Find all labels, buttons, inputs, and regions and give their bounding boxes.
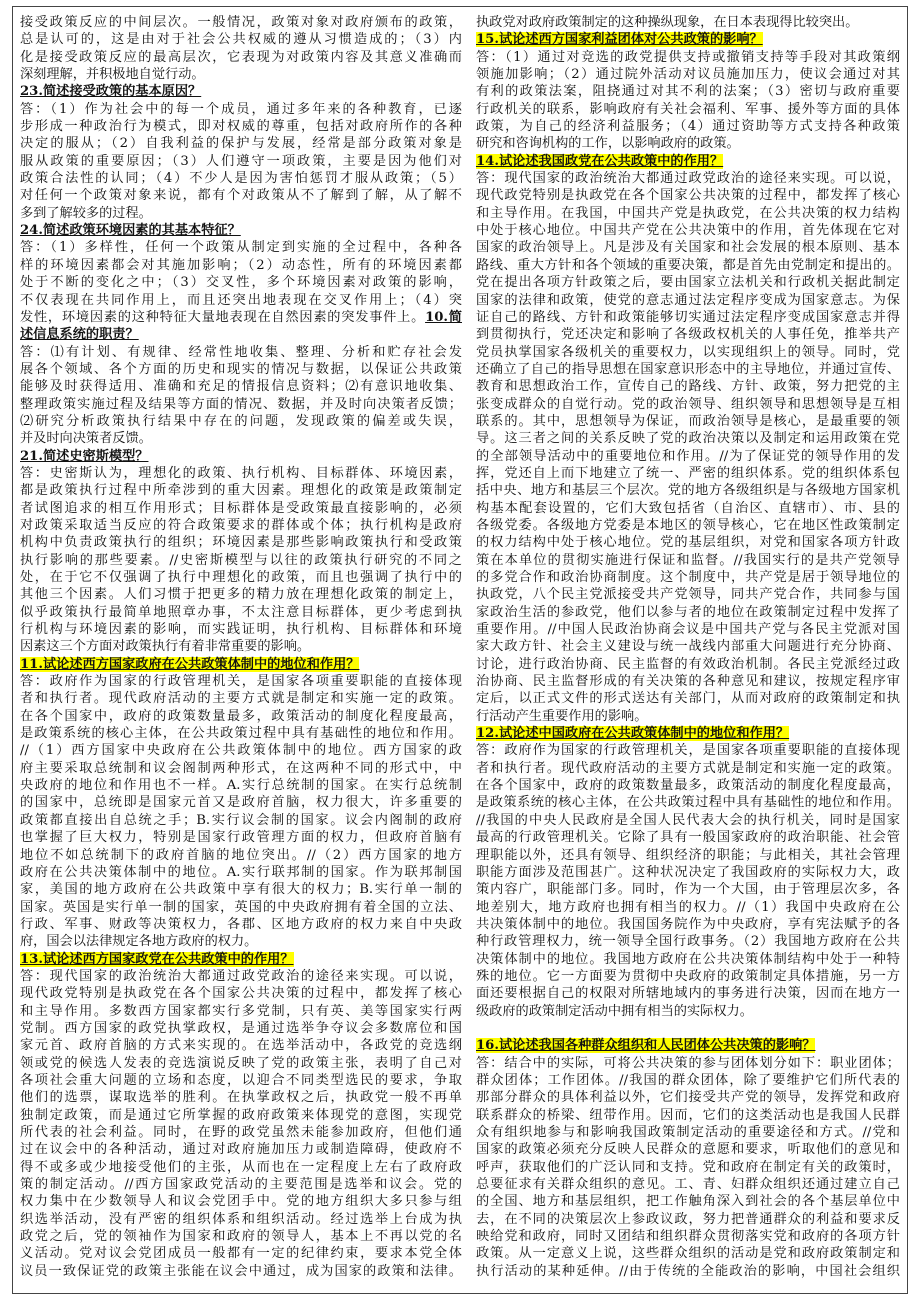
question-heading — [20, 83, 462, 100]
text-line: 证自己的路线、方针和政策能够切实通过法定程序变成国家意志并得 — [476, 309, 900, 325]
text-line: 机构中负责政策执行的组织；环境因素是那些影响政策执行和受政策 — [20, 535, 462, 551]
text-line: 那部分群众的具体利益以外，它们接受共产党的领导，发挥党和政府 — [476, 1090, 900, 1106]
question-heading-text: 述信息系统的职责？ — [20, 327, 139, 343]
text-line: 行政、军事、财政等决策权力，各郡、区地方政府的权力来自中央政 — [20, 916, 462, 932]
text-line: 答：结合中的实际，可将公共决策的参与团体划分如下：职业团体； — [476, 1055, 900, 1071]
text-line: 能够及时获得适用、准确和充足的情报信息资料；⑵有意识地收集、 — [20, 379, 462, 395]
text-line: 导。这三者之间的关系反映了党的政治决策以及制定和运用政策在党 — [476, 431, 900, 447]
text-line: 对任何一个政策对象来说，都有个对政策从不了解到了解，从了解不 — [20, 188, 462, 204]
text-line: 央政府的地位和作用也不一样。A.实行总统制的国家。在实行总统制 — [20, 778, 462, 794]
text-line: 答：（1）通过对竞选的政党提供支持或撤销支持等手段对其政策纲 — [476, 49, 900, 65]
text-line: 行机构与环境因素的影响，而实践证明，执行机构、目标群体和环境 — [20, 622, 462, 638]
text-line: 其他三个因素。人们习惯于把更多的精力放在理想化政策的制定上， — [20, 587, 462, 603]
text-line: 定后，以正式文件的形式送达有关部门，从而对政府的政策制定和执 — [476, 691, 900, 707]
text-line: 是政策系统的核心主体，在公共政策过程中具有基础性的地位和作用。 — [476, 795, 900, 811]
text-line: 和主导作用。多数西方国家都实行多党制，只有英、美等国家实行两 — [20, 1003, 462, 1019]
text-line: 还确立了自己的指导思想在国家意识形态中的主导地位，并通过宣传、 — [476, 361, 900, 377]
text-line: 策在本单位的贯彻实施进行保证和监督。//我国实行的是共产党领导 — [476, 552, 900, 568]
text-line: 种行政管理权力，统一领导全国行政事务。（2）我国地方政府在公共 — [476, 934, 900, 950]
text-line: 政策合法性的认同；（4）不少人是因为害怕惩罚才服从政策；（5） — [20, 171, 462, 187]
text-line: ⑵研究分析政策执行结果中存在的问题，发现政策的偏差或失误， — [20, 413, 462, 429]
text-line: 家，美国的地方政府在公共政策中享有很大的权力；B.实行单一制的 — [20, 882, 462, 898]
text-line: 样的环境因素都会对其施加影响；（2）动态性，所有的环境因素都 — [20, 257, 462, 273]
text-line: 党制。西方国家的政党执掌政权，是通过选举争夺议会多数席位和国 — [20, 1020, 462, 1036]
text-line: 在各个国家中，政府的政策数量最多，政策活动的制度化程度最高， — [476, 778, 900, 794]
text-line: 家大政方针、社会主义建设与统一战线内部重大问题进行充分协商、 — [476, 639, 900, 655]
text-line: 者和执行者。现代政府活动的主要方式就是制定和实施一定的政策。 — [20, 691, 462, 707]
text-line: 答：现代国家的政治统治大都通过政党政治的途径来实现。可以说， — [476, 171, 900, 187]
text-line: 都是政策执行过程中所牵涉到的重大因素。理想化的政策是政策制定 — [20, 483, 462, 499]
text-line: 策的制定活动。//西方国家政党活动的主要范围是选举和议会。党的 — [20, 1177, 462, 1193]
text-line: 决策体制中的地位。我国地方政府在公共决策体制结构中处于一种特 — [476, 951, 900, 967]
text-line: 各级党委。各级地方党委是本地区的领导核心，它在地区性政策制定 — [476, 517, 900, 533]
question-heading-text: 15.试论述西方国家利益团体对公共政策的影响？ — [476, 32, 763, 48]
text-line: 最高的行政管理机关。它除了具有一般国家政府的政治职能、社会管 — [476, 830, 900, 846]
text-line: 执政党，八个民主党派接受共产党领导，同共产党合作，共同参与国 — [476, 587, 900, 603]
text-line: 路线、重大方针和各个领域的重要决策，都是首先由党制定和提出的。 — [476, 257, 900, 273]
text-line: 众有组织地参与和影响我国政策制定活动的重要途径和方式。//党和 — [476, 1125, 900, 1140]
text-line: 政策都直接出自总统之手；B.实行议会制的国家。议会内阁制的政府 — [20, 812, 462, 828]
question-heading — [476, 725, 900, 742]
text-line: 去，在不同的决策层次上参政议政，努力把普通群众的利益和要求反 — [476, 1211, 900, 1227]
right-column — [476, 14, 900, 1280]
text-line: 答：政府作为国家的行政管理机关，是国家各项重要职能的直接体现 — [476, 743, 900, 759]
text-line: 映给党和政府，同时又团结和组织群众贯彻落实党和政府的各项方针 — [476, 1229, 900, 1245]
question-heading-text: 10.简 — [425, 309, 462, 325]
text-line: 教育和思想政治工作，宣传自己的路线、方针、政策，努力把党的主 — [476, 379, 900, 395]
question-heading — [20, 656, 462, 673]
text-line: 展各个领域、各个方面的历史和现实的情况与数据，以保证公共政策 — [20, 361, 462, 377]
text-line: 答：⑴有计划、有规律、经常性地收集、整理、分析和贮存社会发 — [20, 344, 462, 360]
question-heading — [476, 31, 900, 48]
text-line: 地差别大，地方政府也拥有相当的权力。//（1）我国中央政府在公 — [476, 899, 900, 915]
question-heading — [476, 1037, 900, 1054]
question-heading-text: 21.简述史密斯模型？ — [20, 448, 149, 464]
text-line: 群众团体；工作团体。//我国的群众团体，除了要维护它们所代表的 — [476, 1072, 900, 1088]
text-line: 答：政府作为国家的行政管理机关，是国家各项重要职能的直接体现 — [20, 674, 462, 690]
text-line: 总要征求有关群众组织的意见。工、青、妇群众组织还通过建立自己 — [476, 1177, 900, 1193]
text-line: 挥，党还自上而下地建立了统一、严密的组织体系。党的组织体系包 — [476, 465, 900, 481]
text-line: 行活动产生重要作用的影响。 — [476, 708, 648, 724]
text-line: 的多党合作和政治协商制度。这个制度中，共产党是居于领导地位的 — [476, 570, 900, 585]
text-line: 者试图追求的相互作用形式；目标群体是受政策最直接影响的，必须 — [20, 500, 462, 516]
text-line — [20, 309, 462, 326]
text-line: 在各个国家中，政府的政策数量最多，政策活动的制度化程度最高， — [20, 708, 462, 724]
text-line: 治协商、民主监督形成的有关决策的各种意见和建议，按规定程序审 — [476, 674, 900, 690]
text-line: 不仅表现在共同作用上，而且还突出地表现在交叉作用上；（4）突 — [20, 292, 462, 308]
text-line: 政府在公共决策体制中的地位。A.实行联邦制的国家。作为联邦制国 — [20, 864, 462, 880]
text-line: 义活动。党对议会党团成员一般都有一定的纪律约束，要求本党全体 — [20, 1246, 462, 1262]
text-line: 所代表的社会利益。同时，在野的政党虽然未能参加政府，但他们通 — [20, 1125, 462, 1140]
text-line: 国家的政治领导上。凡是涉及有关国家和社会发展的根本原则、基本 — [476, 240, 900, 256]
text-line: 总是认可的，这是由对于社会公共权威的遵从习惯造成的；（3）内 — [20, 32, 462, 48]
text-line: 重要作用。//中国人民政治协商会议是中国共产党与各民主党派对国 — [476, 622, 900, 638]
text-segment: 发性，环境因素的这种特征大量地表现在自然因素的突发事件上。 — [20, 309, 426, 325]
text-line: 领或党的候选人发表的竞选演说反映了党的政策主张，表明了自己对 — [20, 1055, 462, 1071]
text-line: 的全部领导活动中的重要地位和作用。//为了保证党的领导作用的发 — [476, 448, 900, 464]
text-line: 深刻理解，并积极地自觉行动。 — [20, 67, 205, 83]
text-line: 国家的政策必须充分反映人民群众的意愿和要求，听取他们的意见和 — [476, 1142, 900, 1158]
question-heading-text: 11.试论述西方国家政府在公共政策体制中的地位和作用？ — [20, 656, 360, 672]
text-line: 家政治生活的参政党，他们以参与者的地位在政策制定过程中发挥了 — [476, 604, 900, 620]
question-heading — [20, 326, 462, 343]
text-line: 政党之后，党的领袖作为国家和政府的领导人，基本上不再以党的名 — [20, 1229, 462, 1245]
text-line: 的权力结构中处于核心地位。党的基层组织，对党和国家各项方针政 — [476, 535, 900, 551]
text-line: 的国家中，总统即是国家元首又是政府首脑，权力很大，许多重要的 — [20, 795, 462, 811]
text-line: 处，在于它不仅强调了执行中理想化的政策，而且也强调了执行中的 — [20, 570, 462, 585]
text-line: //我国的中央人民政府是全国人民代表大会的执行机关，同时是国家 — [476, 812, 900, 828]
text-line: 联系群众的桥梁、纽带作用。因而，它们的这类活动也是我国人民群 — [476, 1107, 900, 1123]
question-heading — [476, 153, 900, 170]
text-line: 执行影响的那些要素。//史密斯模型与以往的政策执行研究的不同之 — [20, 552, 462, 568]
text-line: 和主导作用。在我国，中国共产党是执政党，在公共决策的权力结构 — [476, 205, 900, 221]
text-line: 执政党对政府政策制定的这种操纵现象，在日本表现得比较突出。 — [476, 15, 859, 30]
left-column — [20, 14, 462, 1280]
text-line: 各项社会重大问题的立场和态度，以迎合不同类型选民的要求，争取 — [20, 1072, 462, 1088]
question-heading-text: 12.试论述中国政府在公共政策体制中的地位和作用？ — [476, 726, 790, 742]
text-line: 面还要根据自己的权限对所辖地域内的事务进行决策，因而在地方一 — [476, 986, 900, 1002]
text-line: 现代政党特别是执政党在各个国家公共决策的过程中，都发挥了核心 — [20, 986, 462, 1002]
text-line: //（1）西方国家中央政府在公共政策体制中的地位。西方国家的政 — [20, 743, 462, 759]
text-line: 议员一致保证党的政策主张能在议会中通过，成为国家的政策和法律。 — [20, 1263, 462, 1279]
text-line: 接受政策反应的中间层次。一般情况，政策对象对政府颁布的政策， — [20, 15, 462, 30]
text-line: 也掌握了巨大权力，特别是国家行政管理方面的权力，但政府首脑有 — [20, 830, 462, 846]
question-heading — [20, 448, 462, 465]
text-line: 答：（1）多样性，任何一个政策从制定到实施的全过程中，各种各 — [20, 240, 462, 256]
text-line: 国家的法律和政策，使党的意志通过法定程序变成为国家意志。为保 — [476, 292, 900, 308]
text-line: 殊的地位。它一方面要为贯彻中央政府的政策制定具体措施，另一方 — [476, 968, 900, 984]
text-line: 权力集中在少数领导人和议会党团手中。党的地方组织大多只参与组 — [20, 1194, 462, 1210]
text-line: 得不或多或少地接受他们的主张，从而也在一定程度上左右了政府政 — [20, 1159, 462, 1175]
text-line: 独制定政策，而是通过它所掌握的政府政策来体现党的意图，实现党 — [20, 1107, 462, 1123]
question-heading-text: 16.试论述我国各种群众组织和人民团体公共决策的影响？ — [476, 1038, 816, 1054]
text-line: 处于不断的变化之中；（3）交叉性，多个环境因素对政策的影响， — [20, 275, 462, 291]
text-line: 整理政策实施过程及结果等方面的情况、数据，并及时向决策者反馈； — [20, 396, 462, 412]
question-heading-text: 23.简述接受政策的基本原因？ — [20, 84, 202, 100]
text-line: 级政府的政策制定活动中拥有相当的实际权力。 — [476, 1003, 753, 1019]
question-heading-text: 13.试论述西方国家政党在公共政策中的作用？ — [20, 951, 294, 967]
question-heading-text: 24.简述政策环境因素的其基本特征？ — [20, 223, 241, 239]
text-line: 多到了解较多的过程。 — [20, 205, 152, 221]
text-line: 呼声，获取他们的广泛认同和支持。党和政府在制定有关的政策时， — [476, 1159, 900, 1175]
text-line: 理职能以外，还具有领导、组织经济的职能；与此相关，其社会管理 — [476, 847, 900, 863]
text-line: 的全国、地方和基层组织，把工作触角深入到社会的各个基层单位中 — [476, 1194, 900, 1210]
text-line: 府，国会以法律规定各地方政府的权力。 — [20, 934, 258, 950]
text-line: 职能方面涉及范围甚广。这种状况决定了我国政府的实际权力大，政 — [476, 864, 900, 880]
text-line: 研究和咨询机构的工作，以影响政府的政策。 — [476, 136, 740, 152]
text-line: 政策。从一定意义上说，这些群众组织的活动是党和政府政策制定和 — [476, 1246, 900, 1262]
text-line: 并及时向决策者反馈。 — [20, 431, 152, 447]
text-line: 家元首、政府首脑的方式来实现的。在选举活动中，各政党的竞选纲 — [20, 1038, 462, 1054]
text-line: 构基本配套设置的，它们大致包括省（自治区、直辖市）、市、县的 — [476, 500, 900, 516]
text-line: 答：现代国家的政治统治大都通过政党政治的途径来实现。可以说， — [20, 968, 462, 984]
text-line: 策内容广，职能部门多。同时，作为一个大国，由于管理层次多，各 — [476, 882, 900, 898]
text-line: 党员执掌国家各级机关的重要权力，以实现组织上的领导。同时，党 — [476, 344, 900, 360]
text-line: 答：史密斯认为，理想化的政策、执行机构、目标群体、环境因素， — [20, 465, 462, 481]
question-heading — [20, 951, 462, 968]
text-line: 步形成一种政治行为模式，即对权威的尊重，包括对政府所作的各种 — [20, 119, 462, 135]
blank-line — [476, 1020, 900, 1037]
text-line: 织选举活动，没有严密的组织体系和组织活动。经过选举上台成为执 — [20, 1211, 462, 1227]
text-line: 似乎政策执行最简单地照章办事，不太注意目标群体，更少考虑到执 — [20, 604, 462, 620]
text-line: 因素这三个方面对政策执行有着非常重要的影响。 — [20, 639, 311, 655]
text-line: 对政策采取适当反应的符合政策要求的群体或个体；执行机构是政府 — [20, 517, 462, 533]
text-line: 联系的。其中，思想领导为保证，而政治领导是核心，是最重要的领 — [476, 413, 900, 429]
text-line: 答：（1）作为社会中的每一个成员，通过多年来的各种教育，已逐 — [20, 101, 462, 117]
text-line: 中处于核心地位。中国共产党在公共决策中的作用，首先体现在它对 — [476, 223, 900, 239]
text-line: 到贯彻执行，党还决定和影响了各级政权机关的人事任免，推举共产 — [476, 327, 900, 343]
text-line: 领施加影响；（2）通过院外活动对议员施加压力，使议会通过对其 — [476, 67, 900, 83]
text-line: 决定的服从；（2）自我利益的保护与发展，经常是部分政策对象是 — [20, 136, 462, 152]
question-heading-text: 14.试论述我国政党在公共政策中的作用？ — [476, 153, 724, 169]
text-line: 张变成群众的自觉行动。党的政治领导、组织领导和思想领导是互相 — [476, 396, 900, 412]
text-line: 政策，为自己的经济利益服务；（4）通过资助等方式支持各种政策 — [476, 119, 900, 135]
text-line: 共决策体制中的地位。我国国务院作为中央政府，享有宪法赋予的各 — [476, 916, 900, 932]
text-line: 党在提出各项方针政策之后，要由国家立法机关和行政机关据此制定 — [476, 275, 900, 291]
text-line: 现代政党特别是执政党在各个国家公共决策的过程中，都发挥了核心 — [476, 188, 900, 204]
text-line: 讨论，进行政治协商、民主监督的有效政治机制。各民主党派经过政 — [476, 656, 900, 672]
text-line: 括中央、地方和基层三个层次。党的地方各级组织是与各级地方国家机 — [476, 483, 900, 499]
text-line: 过在议会中的各种活动，通过对政府施加压力或制造障碍，使政府不 — [20, 1142, 462, 1158]
text-line: 者和执行者。现代政府活动的主要方式就是制定和实施一定的政策。 — [476, 760, 900, 776]
text-line: 地位不如总统制下的政府首脑的地位突出。//（2）西方国家的地方 — [20, 847, 462, 863]
text-line: 是政策系统的核心主体，在公共政策过程中具有基础性的地位和作用。 — [20, 726, 462, 742]
text-line: 服从政策的重要原因；（3）人们遵守一项政策，主要是因为他们对 — [20, 153, 462, 169]
text-line: 化是接受政策反应的最高层次，它表现为对政策内容及其意义准确而 — [20, 49, 462, 65]
text-line: 国家。英国是实行单一制的国家，英国的中央政府拥有着全国的立法、 — [20, 899, 462, 915]
text-line: 有利的政策法案，阻挠通过对其不利的法案；（3）密切与政府重要 — [476, 84, 900, 100]
question-heading — [20, 222, 462, 239]
text-line: 府主要采取总统制和议会阁制两种形式，在这两种不同的形式中，中 — [20, 760, 462, 776]
text-line: 他们的选票，谋取选举的胜利。在执掌政权之后，执政党一般不再单 — [20, 1090, 462, 1106]
text-line: 行政机关的联系，影响政府有关社会福利、军事、援外等方面的具体 — [476, 101, 900, 117]
text-line: 执行活动的某种延伸。//由于传统的全能政治的影响，中国社会组织 — [476, 1263, 900, 1279]
